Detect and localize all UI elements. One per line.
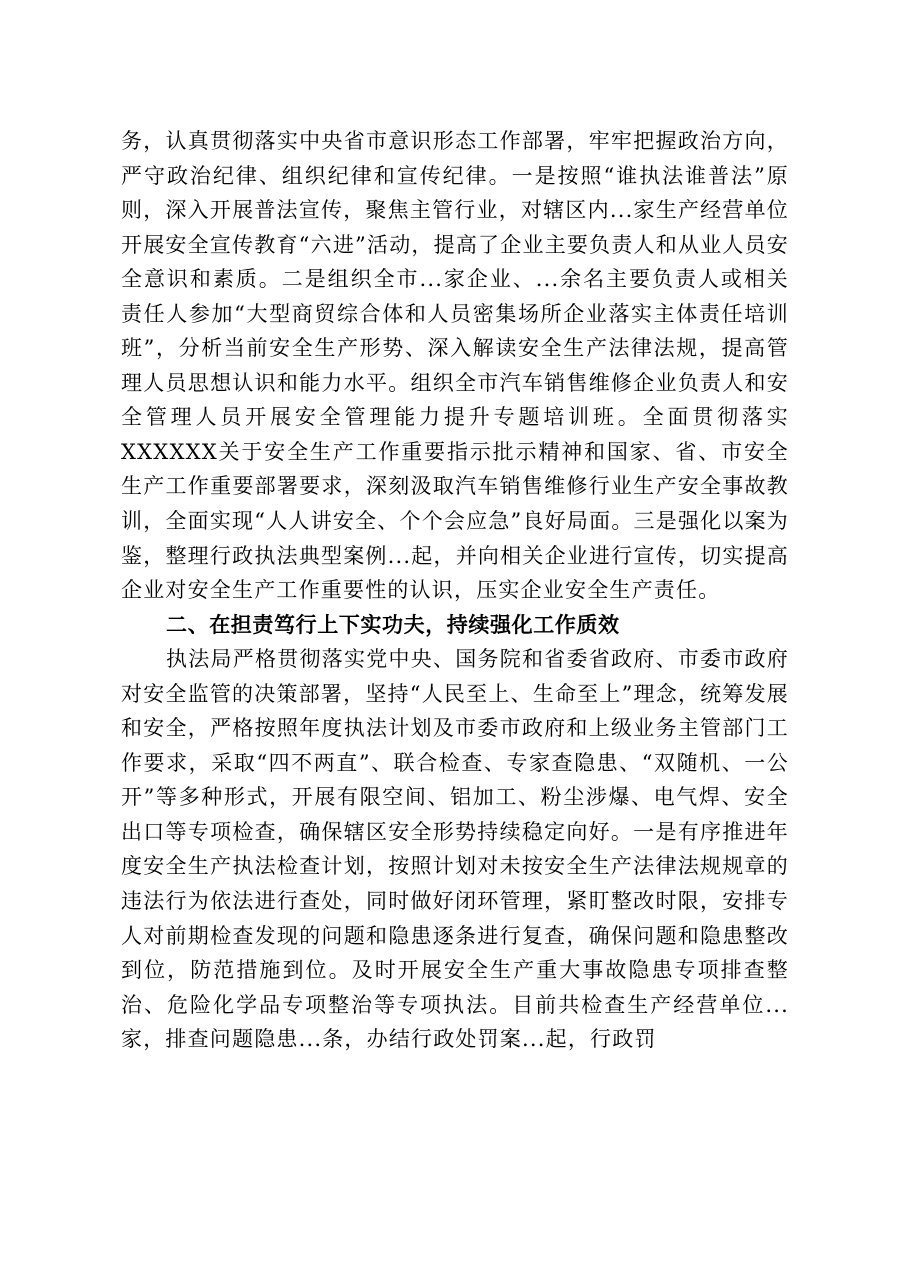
body-paragraph: 执法局严格贯彻落实党中央、国务院和省委省政府、市委市政府对安全监管的决策部署，坚持“人民至上、生命至上”理念，统筹发展和安全，严格按照年度执法计划及市委市政府和上级业务主管部门工作要求，采取“四不两直”、联合检查、专家查隐患、“双随机、一公开”等多种形式，开展有限空间、铝加工、粉尘涉爆、电气焊、安全出口等专项检查，确保辖区安全形势持续稳定向好。一是有序推进年度安全生产执法检查计划，按照计划对未按安全生产法律法规规章的违法行为依法进行查处，同时做好闭环管理，紧盯整改时限，安排专人对前期检查发现的问题和隐患逐条进行复查，确保问题和隐患整改到位，防范措施到位。及时开展安全生产重大事故隐患专项排查整治、危险化学品专项整治等专项执法。目前共检查生产经营单位...家，排查问题隐患...条，办结行政处罚案...起，行政罚 <box>121 647 789 1052</box>
section-heading: 二、在担责笃行上下实功夫，持续强化工作质效 <box>166 612 620 637</box>
body-paragraph-continued: 务，认真贯彻落实中央省市意识形态工作部署，牢牢把握政治方向，严守政治纪律、组织纪律和宣传纪律。一是按照“谁执法谁普法”原则，深入开展普法宣传，聚焦主管行业，对辖区内...家生产经营单位开展安全宣传教育“六进”活动，提高了企业主要负责人和从业人员安全意识和素质。二是组织全市...家企业、...余名主要负责人或相关责任人参加“大型商贸综合体和人员密集场所企业落实主体责任培训班”，分析当前安全生产形势、深入解读安全生产法律法规，提高管理人员思想认识和能力水平。组织全市汽车销售维修企业负责人和安全管理人员开展安全管理能力提升专题培训班。全面贯彻落实XXXXXX关于安全生产工作重要指示批示精神和国家、省、市安全生产工作重要部署要求，深刻汲取汽车销售维修行业生产安全事故教训，全面实现“人人讲安全、个个会应急”良好局面。三是强化以案为鉴，整理行政执法典型案例...起，并向相关企业进行宣传，切实提高企业对安全生产工作重要性的认识，压实企业安全生产责任。 <box>121 129 789 603</box>
document-page <box>121 124 789 1057</box>
